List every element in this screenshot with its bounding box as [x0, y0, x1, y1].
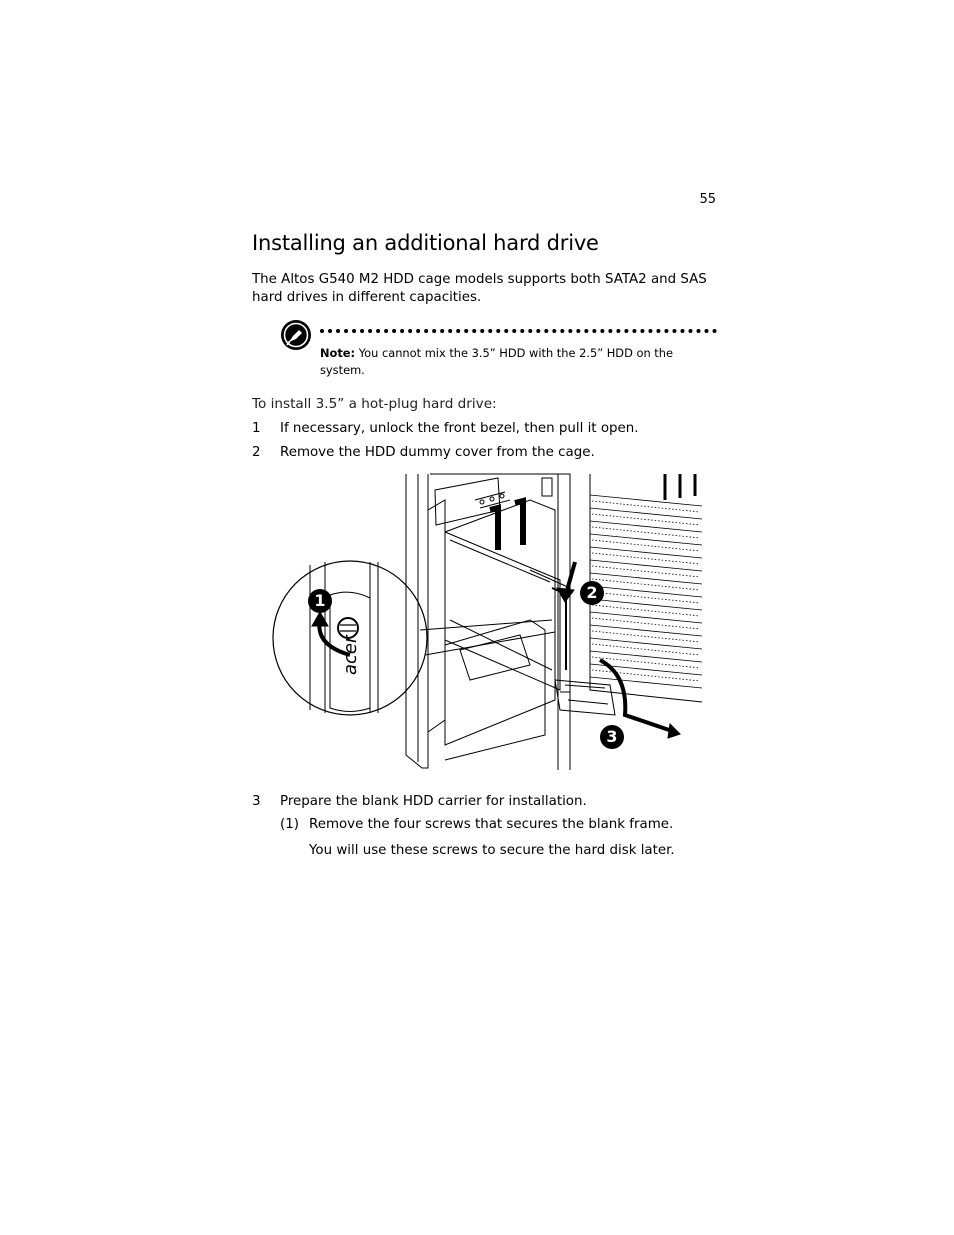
acer-logo: acer — [340, 635, 361, 675]
callout-2: 2 — [580, 581, 604, 605]
callout-3: 3 — [600, 725, 624, 749]
note-icon — [279, 318, 313, 352]
hdd-removal-illustration — [270, 470, 702, 772]
substep-text: Remove the four screws that secures the blank frame. — [309, 817, 674, 832]
step-number: 2 — [252, 445, 261, 460]
step-text: Prepare the blank HDD carrier for installation. — [280, 794, 587, 809]
substep-number: (1) — [280, 817, 299, 832]
note-body: You cannot mix the 3.5” HDD with the 2.5” HDD on the system. — [320, 346, 673, 377]
note-separator — [320, 329, 717, 333]
substep-note: You will use these screws to secure the hard disk later. — [309, 843, 675, 858]
step-text: If necessary, unlock the front bezel, then pull it open. — [280, 421, 639, 436]
page-title: Installing an additional hard drive — [252, 231, 599, 255]
step-number: 3 — [252, 794, 261, 809]
callout-1: 1 — [308, 589, 332, 613]
page-number: 55 — [699, 192, 716, 207]
intro-paragraph: The Altos G540 M2 HDD cage models supports both SATA2 and SAS hard drives in different capacities. — [252, 272, 707, 305]
note-label: Note: — [320, 346, 356, 360]
step-text: Remove the HDD dummy cover from the cage. — [280, 445, 595, 460]
note-text — [320, 345, 700, 378]
step-number: 1 — [252, 421, 261, 436]
procedure-intro: To install 3.5” a hot-plug hard drive: — [252, 396, 497, 412]
